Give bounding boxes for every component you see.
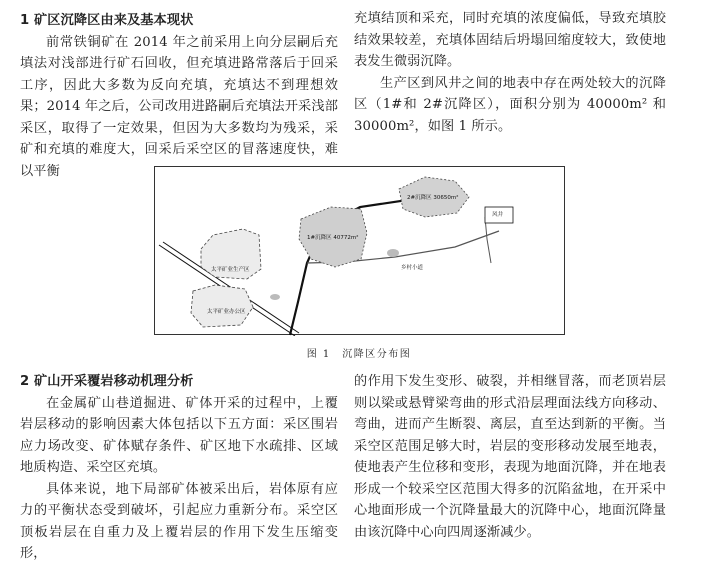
grey-spot	[387, 249, 399, 257]
grey-spot	[270, 294, 280, 300]
figure-1-caption: 图 1 沉降区分布图	[306, 349, 412, 360]
right-column-bottom	[354, 371, 666, 543]
section-1-paragraph-1: 前常铁铜矿在 2014 年之前采用上向分层嗣后充填法对浅部进行矿石回收，但充填进路常落后于回采工序，因此大多数为反向充填，充填达不到理想效果；2014 年之后，公司改用进路嗣后充填法开采浅部采区，取得了一定效果，但因为大多数均为残采，采矿和充填的难度大，回采后采空区的冒落速度快，难以平衡	[20, 34, 338, 179]
label-road: 乡村小道	[401, 265, 424, 271]
office-area	[191, 285, 253, 327]
section-2-paragraph-2: 具体来说，地下局部矿体被采出后，岩体原有应力的平衡状态受到破坏，引起应力重新分布。采空区顶板岩层在自重力及上覆岩层的作用下发生压缩变形，	[20, 481, 338, 561]
label-production-area: 太平矿业生产区	[211, 267, 250, 273]
label-office-area: 太平矿业办公区	[207, 309, 246, 315]
section-2-paragraph-1: 在金属矿山巷道掘进、矿体开采的过程中，上覆岩层移动的影响因素大体包括以下五方面：采区围岩应力场改变、矿体赋存条件、矿区地下水疏排、区域地质构造、采空区充填。	[20, 395, 338, 475]
right-column-top	[354, 8, 666, 137]
label-zone-2: 2#沉降区 30650m²	[407, 195, 459, 201]
figure-1-subsidence-map	[154, 166, 565, 335]
label-zone-1: 1#沉降区 40772m²	[307, 235, 359, 241]
section-1-heading: 1 矿区沉降区由来及基本现状	[20, 13, 194, 28]
label-shaft: 风井	[492, 212, 504, 218]
branch-road	[485, 217, 491, 263]
section-2-paragraph-2-continued: 的作用下发生变形、破裂，并相继冒落，而老顶岩层则以梁或悬臂梁弯曲的形式沿层理面法线方向移动、弯曲，进而产生断裂、离层，直至达到新的平衡。当采空区范围足够大时，岩层的变形移动发展至地表，使地表产生位移和变形，表现为地面沉降，并在地表形成一个较采空区范围大得多的沉陷盆地，在开采中心地面形成一个沉降量最大的沉降中心，地面沉降量由该沉降中心向四周逐渐减少。	[354, 374, 666, 540]
left-column-bottom	[20, 371, 338, 565]
left-column-top	[20, 10, 338, 182]
section-2-heading: 2 矿山开采覆岩移动机理分析	[20, 374, 194, 389]
section-1-paragraph-2: 生产区到风井之间的地表中存在两处较大的沉降区（1#和 2#沉降区），面积分别为 40000m² 和 30000m²，如图 1 所示。	[354, 75, 666, 134]
section-1-paragraph-1-continued: 充填结顶和采充，同时充填的浓度偏低，导致充填胶结效果较差，充填体固结后坍塌回缩度较大，致使地表发生微弱沉降。	[354, 11, 666, 69]
